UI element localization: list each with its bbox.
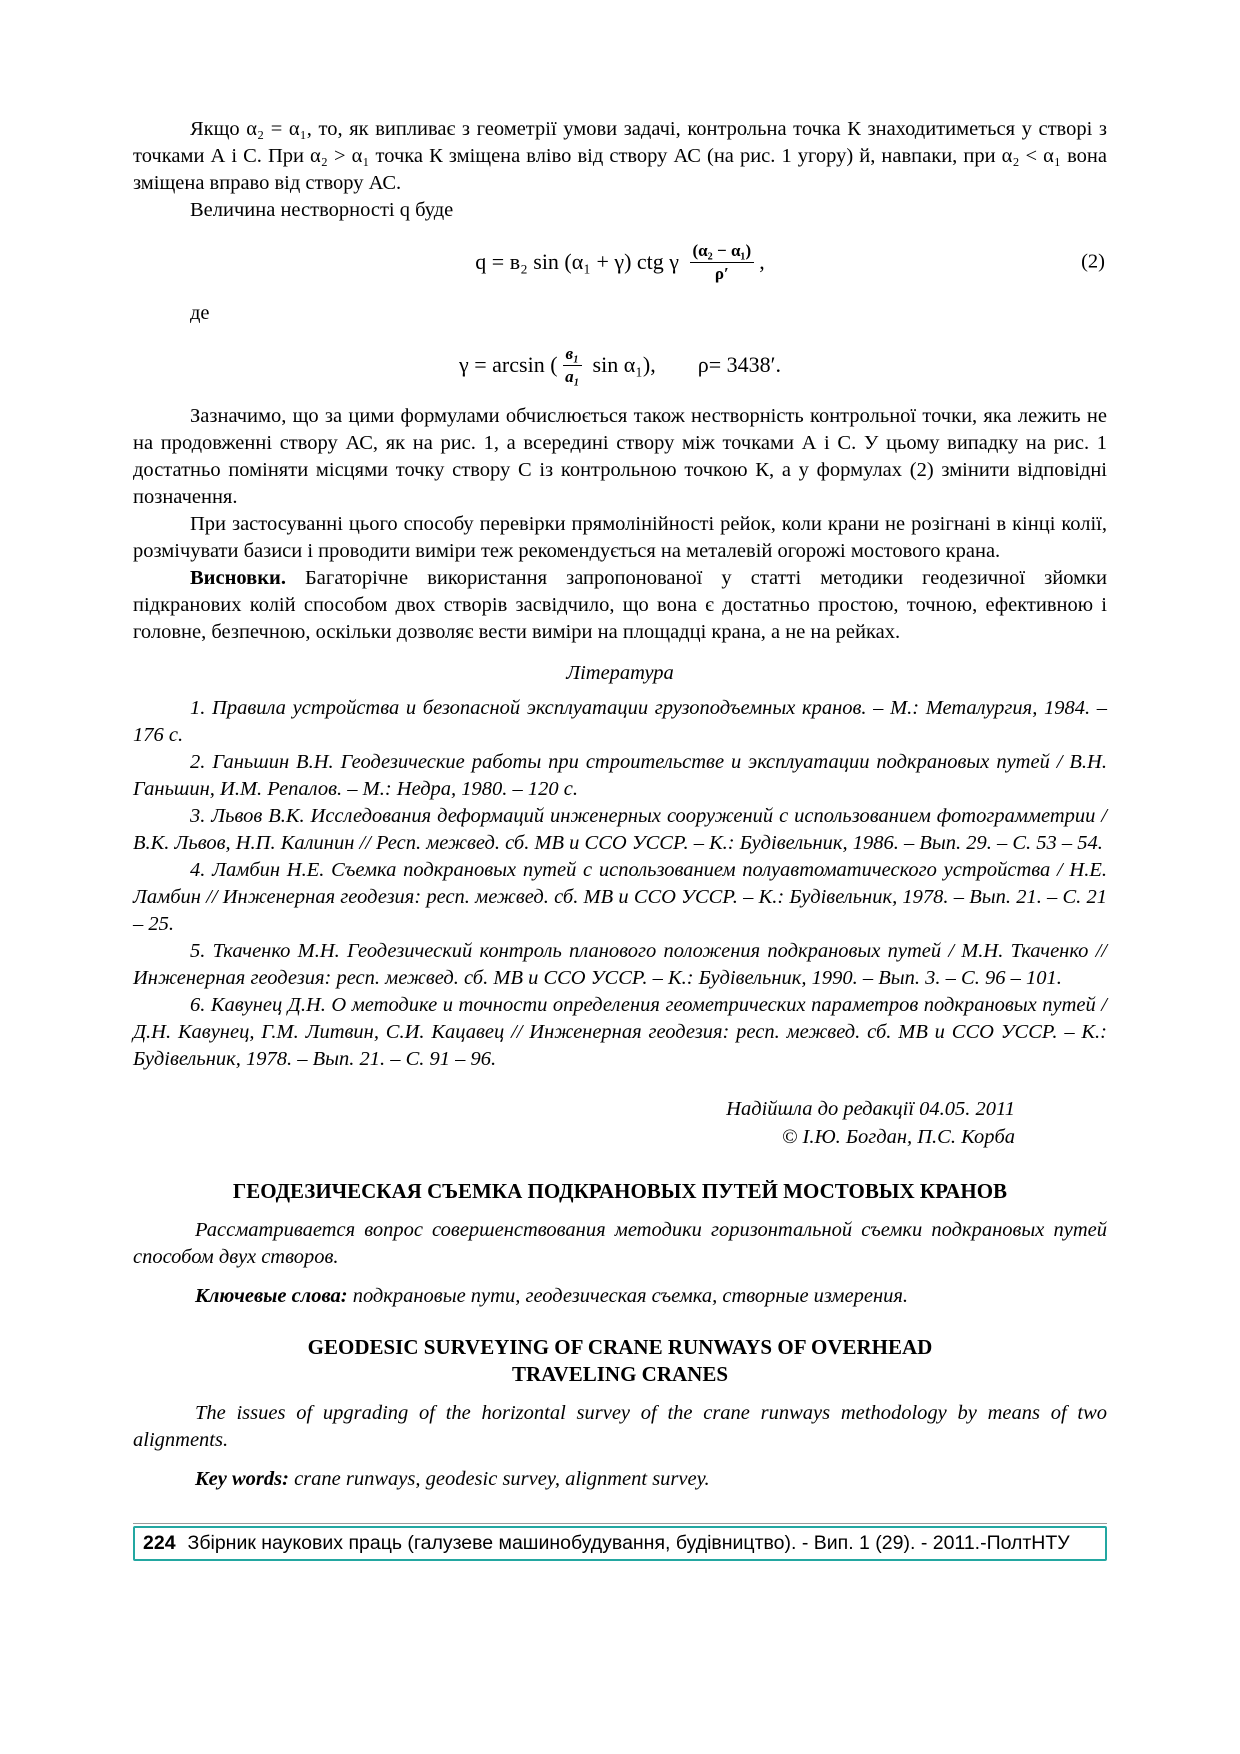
article-content	[133, 116, 1107, 1561]
page-footer	[133, 1523, 1107, 1561]
formula-gamma-lhs: γ = arcsin (	[459, 352, 558, 377]
english-abstract: The issues of upgrading of the horizontal survey of the crane runways methodology by means of two alignments.	[133, 1402, 1107, 1451]
english-title-line-2: TRAVELING CRANES	[511, 1362, 729, 1386]
russian-keywords-label: Ключевые слова:	[195, 1285, 348, 1307]
footer-journal-title: Збірник наукових праць (галузеве машинобудування, будівництво). - Вип. 1 (29). - 2011.-ПолтНТУ	[187, 1532, 1070, 1554]
russian-title: ГЕОДЕЗИЧЕСКАЯ СЪЕМКА ПОДКРАНОВЫХ ПУТЕЙ МОСТОВЫХ КРАНОВ	[232, 1179, 1008, 1203]
english-title-line-1: GEODESIC SURVEYING OF CRANE RUNWAYS OF OVERHEAD	[307, 1335, 933, 1359]
formula-gamma-mid: sin α₁),	[587, 352, 656, 377]
copyright-authors: © І.Ю. Богдан, П.С. Корба	[781, 1126, 1015, 1148]
formula-2-fraction-denominator: ρ′	[714, 263, 729, 283]
english-keywords	[133, 1466, 1107, 1493]
formula-2-lhs: q = в₂ sin (α₁ + γ) ctg γ	[475, 249, 685, 274]
formula-gamma-fraction	[563, 344, 583, 386]
english-keywords-text: crane runways, geodesic survey, alignment survey.	[288, 1468, 710, 1490]
conclusions-label: Висновки.	[190, 567, 286, 589]
formula-gamma-fraction-denominator: а₁	[565, 366, 580, 386]
english-title	[133, 1334, 1107, 1388]
paragraph-note: Зазначимо, що за цими формулами обчислюється також нестворність контрольної точки, яка лежить не на продовженні створу АС, як на рис. 1, а всередині створу між точками А і С. У цьому випадку на рис. 1 достатньо поміняти місцями точку створу С із контрольною точкою К, а у формулах (2) змінити відповідні позначення.	[133, 405, 1107, 508]
paragraph-de: де	[190, 302, 210, 324]
reference-item-1: 1. Правила устройства и безопасной эксплуатации грузоподъемных кранов. – М.: Металургия, 1984. – 176 с.	[133, 697, 1107, 746]
paragraph-conclusions	[133, 565, 1107, 646]
formula-gamma-fraction-numerator: в₁	[563, 344, 583, 366]
footer-annotation-box	[133, 1526, 1107, 1561]
literature-heading: Література	[566, 662, 674, 684]
paragraph-q-value-intro: Величина нестворності q буде	[190, 199, 454, 221]
formula-2	[133, 233, 1107, 291]
formula-2-fraction	[690, 241, 755, 283]
paragraph-application: При застосуванні цього способу перевірки прямолінійності рейок, коли крани не розігнані в кінці колії, розмічувати базиси і проводити виміри теж рекомендується на металевій огорожі мостового крана.	[133, 513, 1107, 562]
formula-gamma-rho-value: ρ= 3438′.	[697, 352, 781, 377]
formula-2-trailing-comma: ,	[759, 249, 765, 274]
reference-item-4: 4. Ламбин Н.Е. Съемка подкрановых путей с использованием полуавтоматического устройства / Н.Е. Ламбин // Инженерная геодезия: респ. межвед. сб. МВ и ССО УССР. – К.: Будівельник, 1978. – Вып. 21. – С. 21 – 25.	[133, 859, 1107, 935]
formula-2-fraction-numerator: (α₂ − α₁)	[690, 241, 755, 263]
reference-item-2: 2. Ганьшин В.Н. Геодезические работы при строительстве и эксплуатации подкрановых путей / В.Н. Ганьшин, И.М. Репалов. – М.: Недра, 1980. – 120 с.	[133, 751, 1107, 800]
page-number: 224	[143, 1532, 176, 1554]
reference-item-3: 3. Львов В.К. Исследования деформаций инженерных сооружений с использованием фотограмметрии / В.К. Львов, Н.П. Калинин // Респ. межвед. сб. МВ и ССО УССР. – К.: Будівельник, 1986. – Вып. 29. – С. 53 – 54.	[133, 805, 1107, 854]
reference-item-5: 5. Ткаченко М.Н. Геодезический контроль планового положения подкрановых путей / М.Н. Ткаченко // Инженерная геодезия: респ. межвед. сб. МВ и ССО УССР. – К.: Будівельник, 1990. – Вып. 3. – С. 96 – 101.	[133, 940, 1107, 989]
reference-item-6: 6. Кавунец Д.Н. О методике и точности определения геометрических параметров подкрановых путей / Д.Н. Кавунец, Г.М. Литвин, С.И. Кацавец // Инженерная геодезия: респ. межвед. сб. МВ и ССО УССР. – К.: Будівельник, 1978. – Вып. 21. – С. 91 – 96.	[133, 994, 1107, 1070]
russian-keywords	[133, 1283, 1107, 1310]
conclusions-text: Багаторічне використання запропонованої у статті методики геодезичної зйомки підкранових колій способом двох створів засвідчило, що вона є достатньо простою, точною, ефективною і головне, безпечною, оскільки дозволяє вести виміри на площадці крана, а не на рейках.	[133, 567, 1107, 643]
english-keywords-label: Key words:	[195, 1468, 289, 1490]
received-date: Надійшла до редакції 04.05. 2011	[726, 1098, 1015, 1120]
russian-keywords-text: подкрановые пути, геодезическая съемка, створные измерения.	[347, 1285, 909, 1307]
equation-number-2: (2)	[1081, 250, 1105, 273]
formula-gamma	[133, 336, 1107, 394]
paragraph-alpha-condition: Якщо α₂ = α₁, то, як випливає з геометрії умови задачі, контрольна точка К знаходитиметься у створі з точками А і С. При α₂ > α₁ точка К зміщена вліво від створу АС (на рис. 1 угору) й, навпаки, при α₂ < α₁ вона зміщена вправо від створу АС.	[133, 118, 1107, 194]
russian-abstract: Рассматривается вопрос совершенствования методики горизонтальной съемки подкрановых путей способом двух створов.	[133, 1219, 1107, 1268]
